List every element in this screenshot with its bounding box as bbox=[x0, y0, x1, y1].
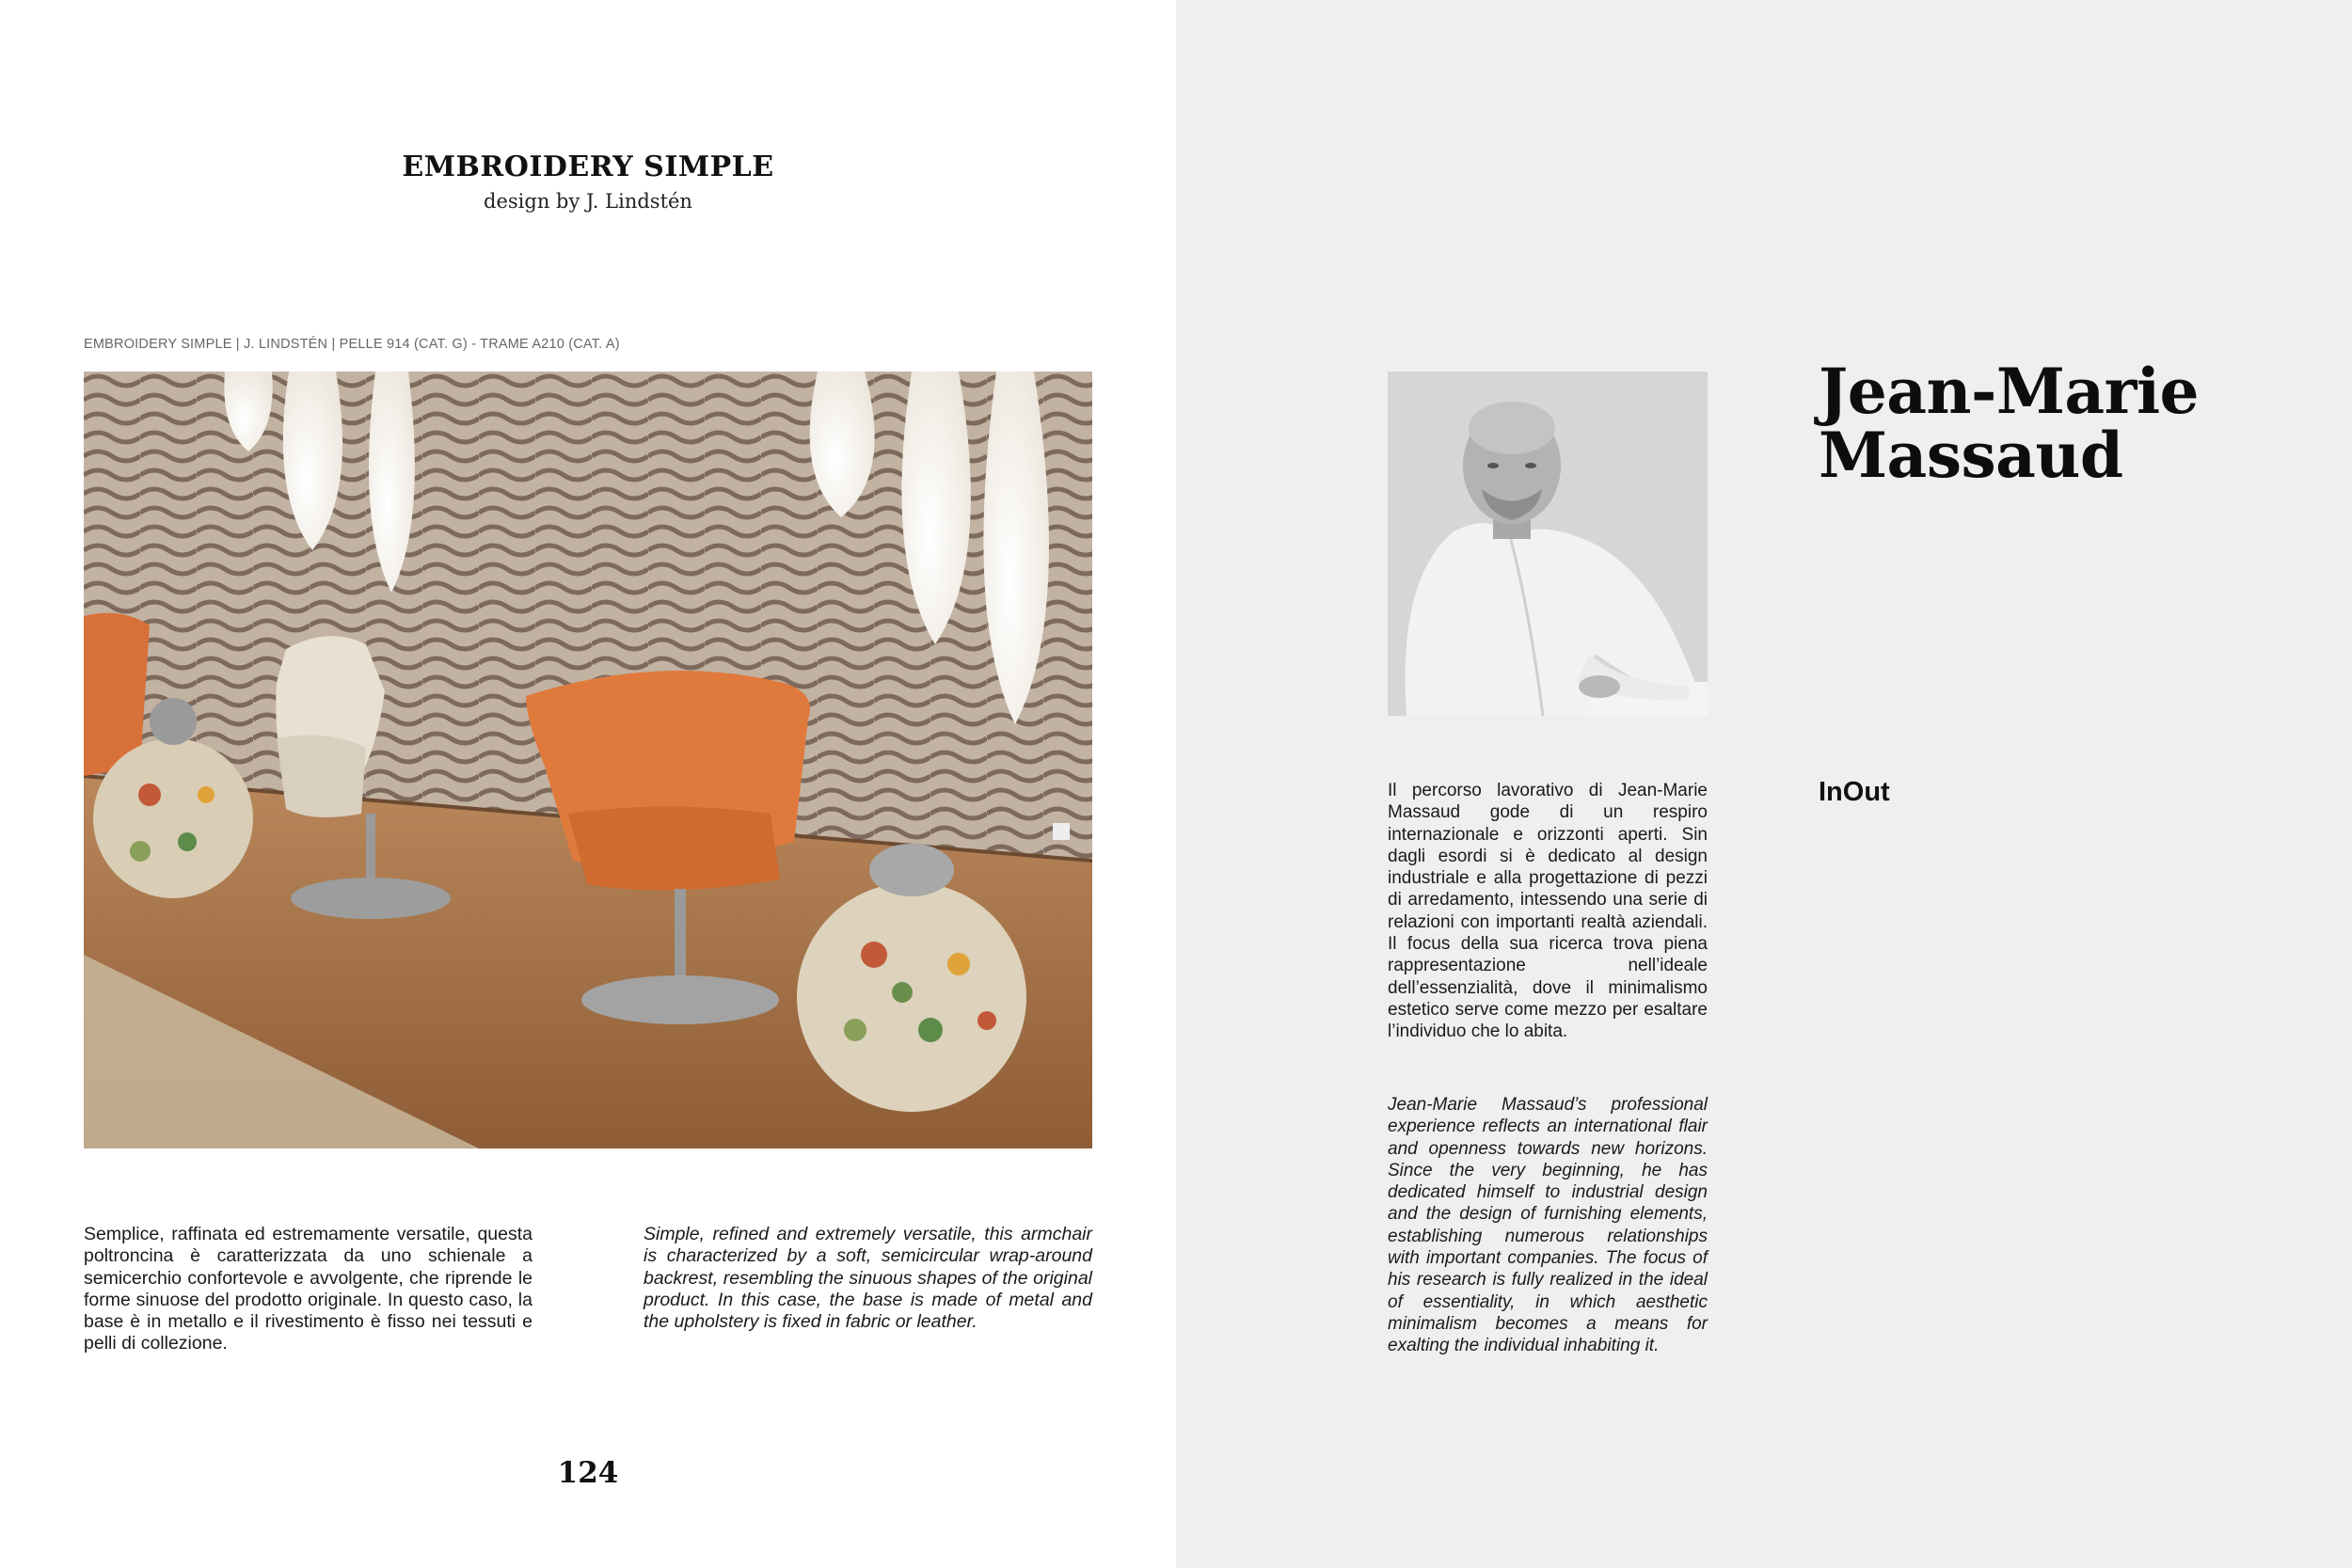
bio-english: Jean-Marie Massaud’s professional experience reflects an international flair and openness towards new horizons. Since the very beginning, he has dedicated himself to industrial design and the design of furnishing elements, establishing numerous relationships with important companies. The focus of his research is fully realized in the ideal of essentiality, in which aesthetic minimalism becomes a means for exalting the individual inhabiting it. bbox=[1388, 1095, 1708, 1356]
product-subtitle: design by J. Lindstén bbox=[484, 190, 692, 213]
product-photo bbox=[84, 372, 1092, 1148]
designer-name-line2: Massaud bbox=[1819, 419, 2123, 492]
photo-caption: EMBROIDERY SIMPLE | J. LINDSTÉN | PELLE 914 (CAT. G) - TRAME A210 (CAT. A) bbox=[84, 337, 620, 352]
brand-name: InOut bbox=[1819, 777, 1890, 807]
description-english: Simple, refined and extremely versatile, this armchair is characterized by a soft, semicircular wrap-around backrest, resembling the sinuous shapes of the original product. In this case, the base is made of metal and the upholstery is fixed in fabric or leather. bbox=[644, 1224, 1092, 1333]
description-italian: Semplice, raffinata ed estremamente versatile, questa poltroncina è caratterizzata da uno schienale a semicerchio confortevole e avvolgente, che riprende le forme sinuose del prodotto originale. In questo caso, la base è in metallo e il rivestimento è fisso nei tessuti e pelli di collezione. bbox=[84, 1224, 532, 1354]
bio-italian: Il percorso lavorativo di Jean-Marie Massaud gode di un respiro internazionale e orizzonti aperti. Sin dagli esordi si è dedicato al design industriale e alla progettazione di pezzi di arredamento, intessendo una serie di relazioni con importanti realtà aziendali. Il focus della sua ricerca trova piena rappresentazione nell’ideale dell’essenzialità, dove il minimalismo estetico serve come mezzo per esaltare l’individuo che lo abita. bbox=[1388, 781, 1708, 1042]
designer-portrait bbox=[1388, 372, 1708, 716]
product-title: EMBROIDERY SIMPLE bbox=[402, 150, 774, 183]
right-page bbox=[1176, 0, 2352, 1568]
page-number: 124 bbox=[557, 1456, 619, 1490]
designer-name bbox=[1819, 355, 2308, 492]
designer-name-line1: Jean-Marie bbox=[1819, 355, 2200, 428]
